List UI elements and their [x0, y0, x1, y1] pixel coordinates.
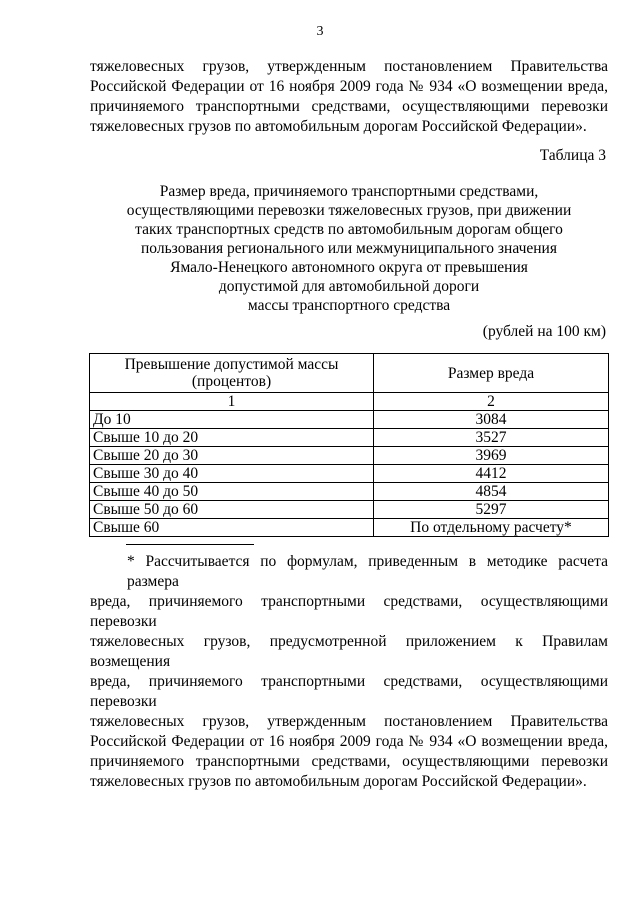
- table-title-line: Размер вреда, причиняемого транспортными средствами,: [159, 183, 539, 200]
- damage-value-cell: 4854: [374, 483, 609, 501]
- intro-line: причиняемого транспортными средствами, осуществляющими перевозки: [90, 98, 608, 115]
- footnote-line: причиняемого транспортными средствами, осуществляющими перевозки: [90, 753, 608, 770]
- damage-value-cell: 3527: [374, 429, 609, 447]
- table-title-line: Ямало-Ненецкого автономного округа от превышения: [170, 259, 528, 276]
- header-excess-mass: [90, 354, 374, 393]
- header-damage-size: Размер вреда: [374, 354, 609, 393]
- table-label: Таблица 3: [539, 147, 606, 164]
- excess-range-cell: Свыше 50 до 60: [90, 501, 374, 519]
- table-row: [90, 483, 609, 501]
- table-row: [90, 519, 609, 537]
- footnote-line: тяжеловесных грузов, предусмотренной приложением к Правилам возмещения: [90, 633, 608, 670]
- header-excess-mass-unit: (процентов): [191, 373, 272, 390]
- excess-range-cell: Свыше 40 до 50: [90, 483, 374, 501]
- footnote-line: тяжеловесных грузов, утвержденным постановлением Правительства: [90, 713, 608, 730]
- damage-value-cell: 3084: [374, 411, 609, 429]
- table-title-line: допустимой для автомобильной дороги: [218, 278, 480, 295]
- units-note: (рублей на 100 км): [482, 323, 606, 340]
- damage-value-cell: 3969: [374, 447, 609, 465]
- excess-range-cell: До 10: [90, 411, 374, 429]
- table-row: [90, 411, 609, 429]
- intro-line: Российской Федерации от 16 ноября 2009 года № 934 «О возмещении вреда,: [90, 78, 608, 95]
- intro-line: тяжеловесных грузов, утвержденным постановлением Правительства: [90, 58, 608, 75]
- excess-range-cell: Свыше 20 до 30: [90, 447, 374, 465]
- excess-range-cell: Свыше 30 до 40: [90, 465, 374, 483]
- footnote-line: вреда, причиняемого транспортными средствами, осуществляющими перевозки: [90, 593, 608, 630]
- intro-line: тяжеловесных грузов по автомобильным дорогам Российской Федерации».: [90, 118, 587, 135]
- column-number: 1: [90, 393, 374, 411]
- column-number-row: [90, 393, 609, 411]
- table-header-row: [90, 354, 609, 393]
- header-excess-mass-line: Превышение допустимой массы: [124, 356, 339, 373]
- column-number: 2: [374, 393, 609, 411]
- excess-range-cell: Свыше 60: [90, 519, 374, 537]
- footnote-separator: [126, 544, 254, 545]
- table-title-line: массы транспортного средства: [247, 297, 451, 314]
- table-row: [90, 465, 609, 483]
- footnote-line: вреда, причиняемого транспортными средствами, осуществляющими перевозки: [90, 673, 608, 710]
- damage-value-cell: 4412: [374, 465, 609, 483]
- table-title-line: пользования регионального или межмуниципального значения: [141, 240, 557, 257]
- table-title-line: таких транспортных средств по автомобильным дорогам общего: [135, 221, 563, 238]
- table-title-line: осуществляющими перевозки тяжеловесных грузов, при движении: [126, 202, 572, 219]
- table-row: [90, 447, 609, 465]
- footnote-paragraph: [90, 552, 608, 792]
- damage-table: [89, 353, 609, 537]
- table-row: [90, 501, 609, 519]
- damage-value-cell: 5297: [374, 501, 609, 519]
- table-row: [90, 429, 609, 447]
- footnote-line: Российской Федерации от 16 ноября 2009 года № 934 «О возмещении вреда,: [90, 733, 608, 750]
- excess-range-cell: Свыше 10 до 20: [90, 429, 374, 447]
- footnote-line: * Рассчитывается по формулам, приведенным в методике расчета размера: [127, 553, 608, 590]
- table-title: [90, 182, 608, 315]
- intro-paragraph: [90, 57, 608, 137]
- footnote-line: тяжеловесных грузов по автомобильным дорогам Российской Федерации».: [90, 773, 587, 790]
- damage-value-cell: По отдельному расчету*: [374, 519, 609, 537]
- page-number: 3: [316, 24, 324, 39]
